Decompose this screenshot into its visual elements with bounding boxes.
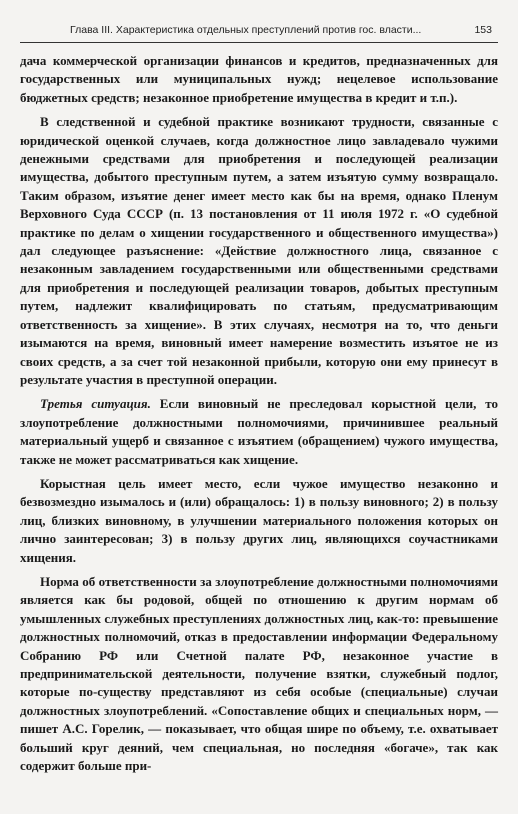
page-body (20, 52, 498, 775)
paragraph-text: Если виновный не преследовал корыстной цели, то злоупотребление должностными полномочиями, причинившее реальный материальный ущерб и связанное с изъятием (обращением) чужого имущества, также не может рассматриваться как хищение. (20, 396, 498, 467)
paragraph: дача коммерческой организации финансов и кредитов, предназначенных для государственных или муниципальных нужд; нецелевое использование бюджетных средств; незаконное приобретение имущества в кредит и т.п.). (20, 53, 498, 105)
page-number: 153 (474, 24, 492, 36)
paragraph: В следственной и судебной практике возникают трудности, связанные с юридической оценкой случаев, когда должностное лицо завладевало чужими денежными средствами для приобретения и последующей реализации имущества, добытого преступным путем, а затем изъятую сумму возвращало. Таким образом, изъятие денег имеет место как бы на время, однако Пленум Верховного Суда СССР (п. 13 постановления от 11 июля 1972 г. «О судебной практике по делам о хищении государственного и общественного имущества») дал следующее разъяснение: «Действие должностного лица, связанное с незаконным завладением государственными или общественными средствами для приобретения и последующей реализации товаров, добытых преступным путем, надлежит квалифицировать по статьям, предусматривающим ответственность за хищение». В этих случаях, несмотря на то, что деньги изымаются на время, виновный имеет намерение возместить изъятое не из своих средств, а за счет той незаконной прибыли, которую они ему принесут в результате участия в преступной операции. (20, 114, 498, 387)
paragraph: Норма об ответственности за злоупотребление должностными полномочиями является как бы родовой, общей по отношению к другим нормам об умышленных служебных преступлениях должностных лиц, как-то: превышение должностных полномочий, отказ в предоставлении информации Федеральному Собранию РФ или Счетной палате РФ, незаконное участие в предпринимательской деятельности, получение взятки, служебный подлог, которые по-существу представляют из себя особые (специальные) случаи должностных злоупотреблений. «Сопоставление общих и специальных норм, — пишет А.С. Горелик, — показывает, что общая шире по объему, т.е. охватывает больший круг деяний, чем специальная, но последняя «богаче», так как содержит больше при- (20, 573, 498, 774)
paragraph: Корыстная цель имеет место, если чужое имущество незаконно и безвозмездно изымалось и (или) обращалось: 1) в пользу виновного; 2) в пользу лиц, близких виновному, в улучшении материального положения которых он лично заинтересован; 3) в пользу других лиц, являющихся соучастниками хищения. (20, 475, 498, 565)
paragraph (20, 395, 498, 469)
running-header (20, 18, 498, 43)
paragraph-lead: Третья ситуация. (40, 396, 151, 412)
chapter-title: Глава III. Характеристика отдельных преступлений против гос. власти... (70, 24, 422, 36)
